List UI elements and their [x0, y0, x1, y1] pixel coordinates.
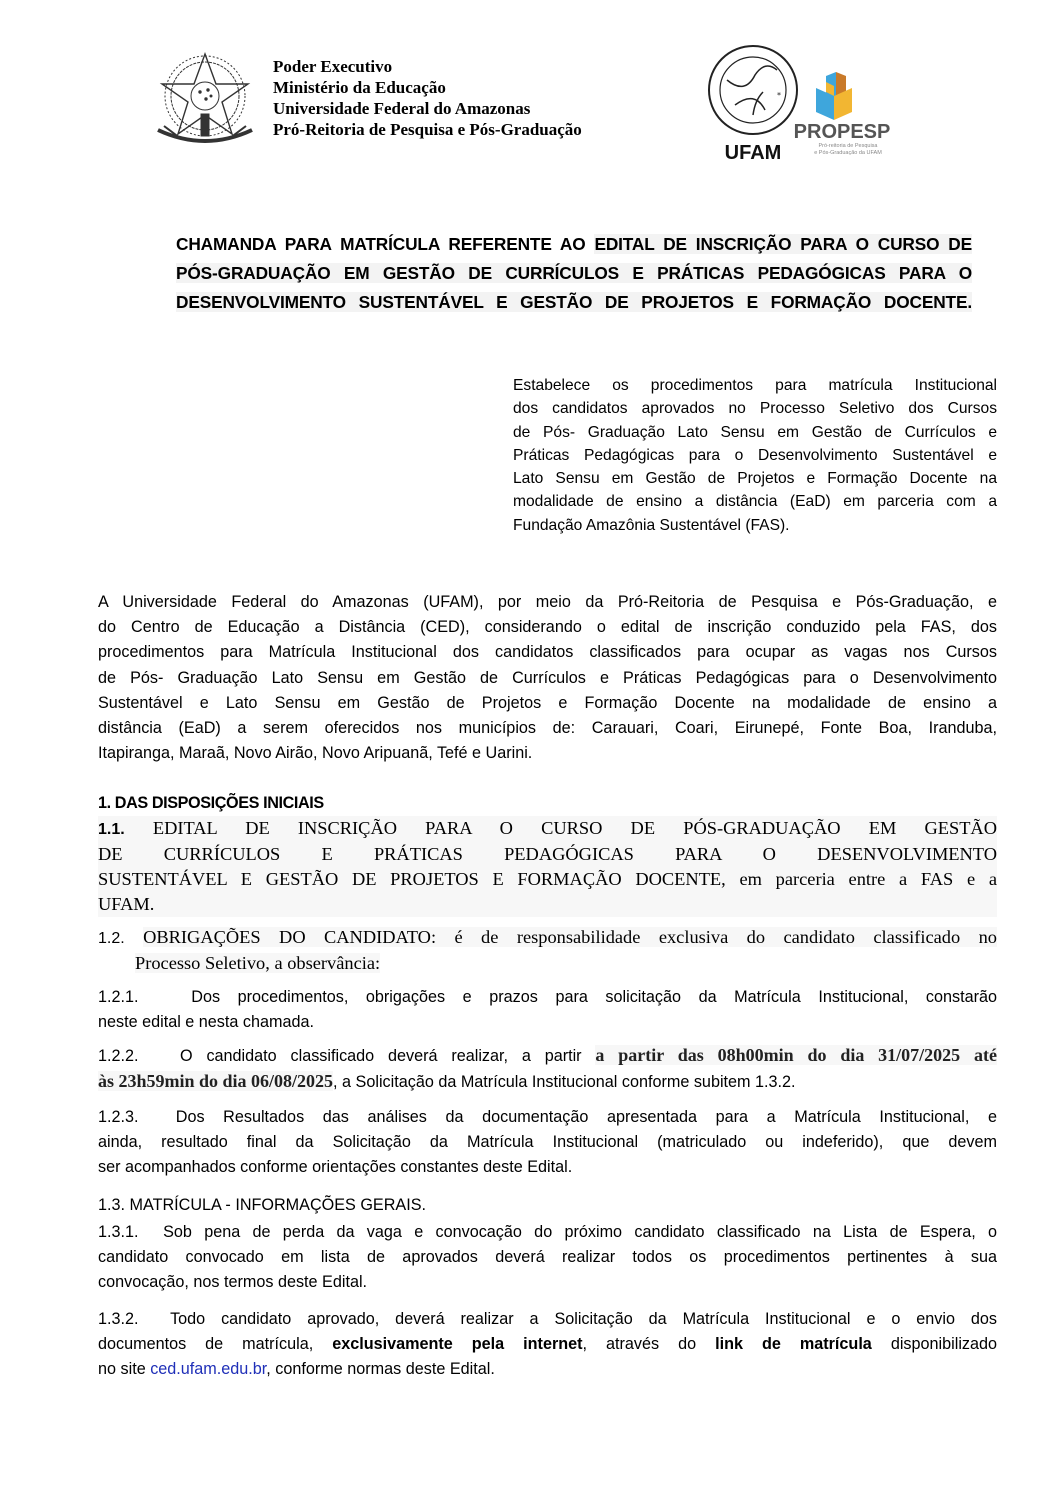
- title-line: [176, 230, 972, 259]
- section-line: ainda, resultado final da Solicitação da Matrícula Institucional (matriculado ou indeferido), que devem: [98, 1133, 997, 1152]
- item-number: 1.2.3.: [98, 1108, 139, 1126]
- section-1-2-1: [98, 985, 997, 1035]
- abstract-line: Práticas Pedagógicas para o Desenvolvimento Sustentável e: [513, 446, 997, 464]
- item-number: 1.2.2.: [98, 1047, 139, 1065]
- section-text: , conforme normas deste Edital.: [266, 1360, 495, 1379]
- ced-website-link[interactable]: ced.ufam.edu.br: [150, 1360, 267, 1379]
- section-1-2: [98, 925, 997, 976]
- enrollment-period-start: a partir das 08h00min do dia 31/07/2025 até: [595, 1045, 997, 1065]
- abstract-line: Fundação Amazônia Sustentável (FAS).: [513, 516, 790, 534]
- item-number: 1.3.2.: [98, 1310, 139, 1328]
- section-text: documentos de matrícula,: [98, 1335, 314, 1354]
- propesp-logo: [793, 58, 908, 158]
- intro-line: distância (EaD) a serem oferecidos nos municípios de: Carauari, Coari, Eirunepé, Fonte Boa, Iranduba,: [98, 719, 997, 738]
- emphasis-text: link de matrícula: [715, 1335, 872, 1354]
- section-line: [98, 1105, 997, 1130]
- abstract-line: dos candidatos aprovados no Processo Seletivo dos Cursos: [513, 400, 997, 418]
- section-line: [98, 1220, 997, 1245]
- section-line: [98, 1043, 997, 1069]
- section-1-3-heading: 1.3. MATRÍCULA - INFORMAÇÕES GERAIS.: [98, 1196, 427, 1214]
- item-number: 1.3.1.: [98, 1223, 139, 1241]
- intro-line: A Universidade Federal do Amazonas (UFAM), por meio da Pró-Reitoria de Pesquisa e Pós-Graduação, e: [98, 593, 997, 611]
- section-line: [98, 985, 997, 1010]
- section-text: no site: [98, 1360, 146, 1379]
- header-line: Pró-Reitoria de Pesquisa e Pós-Graduação: [273, 120, 582, 139]
- section-line: convocação, nos termos deste Edital.: [98, 1273, 368, 1292]
- enrollment-period-end: às 23h59min do dia 06/08/2025: [98, 1071, 334, 1092]
- intro-paragraph: [98, 590, 997, 766]
- section-line: UFAM.: [98, 894, 155, 914]
- abstract-line: de Pós- Graduação Lato Sensu em Gestão de Currículos e: [513, 423, 997, 441]
- section-line: DE CURRÍCULOS E PRÁTICAS PEDAGÓGICAS PARA O DESENVOLVIMENTO: [98, 844, 997, 864]
- abstract-line: modalidade de ensino a distância (EaD) em parceria com a: [513, 493, 997, 511]
- propesp-subtitle-2: e Pós-Graduação da UFAM: [814, 150, 882, 156]
- section-heading: 1. DAS DISPOSIÇÕES INICIAIS: [98, 794, 324, 812]
- intro-line: Sustentável e Lato Sensu em Gestão de Projetos e Formação Docente na modalidade de ensino a: [98, 693, 997, 712]
- section-text: , a Solicitação da Matrícula Institucional conforme subitem 1.3.2.: [333, 1073, 796, 1092]
- section-line: neste edital e nesta chamada.: [98, 1013, 314, 1032]
- propesp-logo-label: PROPESP: [793, 121, 891, 143]
- section-text: Dos procedimentos, obrigações e prazos para solicitação da Matrícula Institucional, constarão: [191, 988, 997, 1006]
- title-text-highlight: DESENVOLVIMENTO SUSTENTÁVEL E GESTÃO DE PROJETOS E FORMAÇÃO DOCENTE.: [176, 292, 972, 312]
- intro-line: de Pós- Graduação Lato Sensu em Gestão de Currículos e Práticas Pedagógicas para o Desenvolvimento: [98, 668, 997, 687]
- section-line: [98, 1332, 997, 1357]
- section-1-1: [98, 816, 997, 917]
- brazil-coat-of-arms-icon: [150, 44, 260, 154]
- intro-line: Itapiranga, Maraã, Novo Airão, Novo Aripuanã, Tefé e Uarini.: [98, 744, 533, 763]
- section-1-3-2: [98, 1307, 997, 1383]
- section-text: Sob pena de perda da vaga e convocação do próximo candidato classificado na Lista de Espera, o: [163, 1223, 997, 1241]
- title-text-highlight: EDITAL DE INSCRIÇÃO PARA O CURSO DE: [594, 234, 972, 254]
- section-line: [98, 816, 997, 842]
- item-number: 1.2.: [98, 930, 125, 947]
- propesp-subtitle-1: Pró-reitoria de Pesquisa: [818, 143, 878, 149]
- ufam-logo-label: UFAM: [724, 142, 782, 164]
- section-text: OBRIGAÇÕES DO CANDIDATO: é de responsabilidade exclusiva do candidato classificado no: [143, 927, 997, 947]
- section-text: Dos Resultados das análises da documentação apresentada para a Matrícula Institucional, e: [175, 1108, 997, 1126]
- section-1-3-1: [98, 1220, 997, 1296]
- intro-line: procedimentos para Matrícula Institucional dos candidatos classificados para ocupar as vagas nos Cursos: [98, 643, 997, 662]
- header-line: Universidade Federal do Amazonas: [273, 99, 531, 118]
- title-text-highlight: PÓS-GRADUAÇÃO EM GESTÃO DE CURRÍCULOS E PRÁTICAS PEDAGÓGICAS PARA O: [176, 263, 972, 283]
- abstract: [513, 374, 997, 537]
- section-line: ser acompanhados conforme orientações constantes deste Edital.: [98, 1158, 573, 1177]
- section-text: O candidato classificado deverá realizar, a partir: [180, 1047, 582, 1065]
- header-line: Poder Executivo: [273, 57, 393, 76]
- abstract-line: Estabelece os procedimentos para matrícula Institucional: [513, 377, 997, 394]
- emphasis-text: exclusivamente pela internet: [332, 1335, 583, 1354]
- section-text: Todo candidato aprovado, deverá realizar a Solicitação da Matrícula Institucional e o envio dos: [170, 1310, 998, 1328]
- section-line: [98, 1357, 997, 1382]
- title-line: [176, 288, 972, 317]
- section-text: Processo Seletivo, a observância:: [135, 953, 381, 973]
- document-title: [176, 230, 972, 317]
- institution-header: [273, 56, 582, 140]
- section-1-2-2: [98, 1043, 997, 1095]
- section-line: [98, 1307, 997, 1332]
- ufam-logo: [705, 40, 805, 165]
- section-text: disponibilizado: [890, 1335, 998, 1354]
- section-text: EDITAL DE INSCRIÇÃO PARA O CURSO DE PÓS-GRADUAÇÃO EM GESTÃO: [152, 818, 997, 838]
- section-line: [98, 951, 997, 976]
- section-text: , através do: [582, 1335, 697, 1354]
- section-line: SUSTENTÁVEL E GESTÃO DE PROJETOS E FORMAÇÃO DOCENTE, em parceria entre a FAS e a: [98, 869, 997, 889]
- header-line: Ministério da Educação: [273, 78, 446, 97]
- item-number: 1.1.: [98, 821, 125, 838]
- svg-text:*: *: [777, 91, 781, 100]
- abstract-line: Lato Sensu em Gestão de Projetos e Formação Docente na: [513, 470, 997, 488]
- intro-line: do Centro de Educação a Distância (CED), considerando o edital de inscrição conduzido pela FAS, dos: [98, 618, 997, 637]
- title-line: [176, 259, 972, 288]
- item-number: 1.2.1.: [98, 988, 139, 1006]
- section-line: [98, 925, 997, 951]
- section-line: candidato convocado em lista de aprovados deverá realizar todos os procedimentos pertinentes à sua: [98, 1248, 997, 1267]
- title-text: CHAMANDA PARA MATRÍCULA REFERENTE AO: [176, 234, 586, 254]
- section-line: [98, 1069, 997, 1095]
- section-1-2-3: [98, 1105, 997, 1181]
